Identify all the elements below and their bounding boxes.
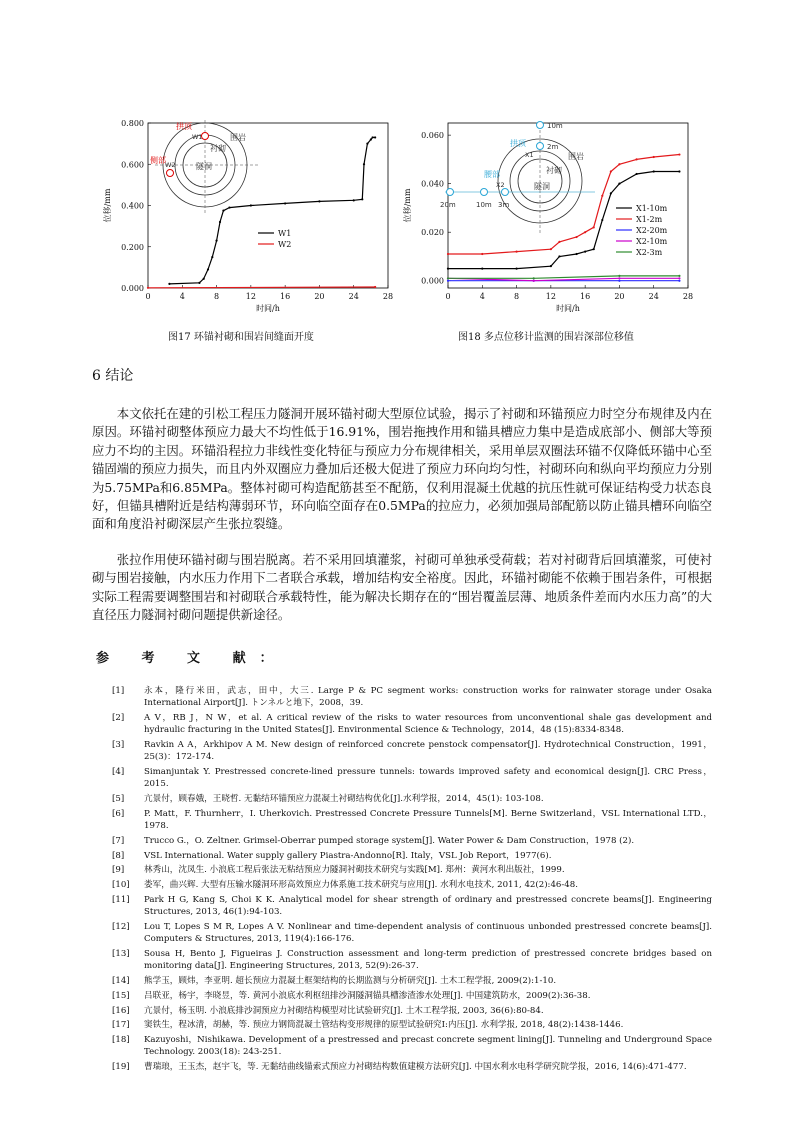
y-tick-label: 0.600 <box>121 160 144 170</box>
y-tick-label: 0.000 <box>421 276 444 286</box>
reference-text: 娄军，曲兴辉. 大型有压输水隧洞环形高效预应力体系施工技术研究与应用[J]. 水利水电技术, 2011, 42(2):46-48. <box>144 880 578 891</box>
x2-10m-marker <box>481 189 488 196</box>
data-point-w1 <box>374 136 376 138</box>
label-3m: 3m <box>498 201 510 209</box>
data-point-x1-10m <box>481 267 483 269</box>
data-point-x2-20m <box>678 280 680 282</box>
x-tick-label: 28 <box>682 292 694 301</box>
x2-3m-marker <box>502 189 509 196</box>
figure-18-caption: 图18 多点位移计监测的围岩深部位移值 <box>458 332 634 343</box>
data-point-w1 <box>361 198 363 200</box>
data-point-w1 <box>203 278 205 280</box>
reference-text: VSL International. Water supply gallery Piastra-Andonno[R]. Italy，VSL Job Report，1977(6). <box>144 850 552 861</box>
x1-2m-marker <box>537 143 544 150</box>
label-x2: X2 <box>496 181 505 189</box>
data-point-x1-2m <box>653 156 655 158</box>
data-point-w2 <box>374 286 376 288</box>
reference-text: 亢景付，杨玉明. 小浪底排沙洞预应力衬砌结构模型对比试验研究[J]. 土木工程学报, 2003, 36(6):80-84. <box>144 1005 544 1016</box>
label-x1: X1 <box>525 151 534 159</box>
x-tick-label: 8 <box>514 292 520 301</box>
x-tick-label: 28 <box>382 292 394 301</box>
reference-item <box>112 864 712 876</box>
label-w2: W2 <box>165 161 176 169</box>
x2-20m-marker <box>447 189 454 196</box>
label-lining: 衬砌 <box>210 144 226 153</box>
label-crown: 拱顶 <box>510 139 526 148</box>
gauge-w2-marker <box>167 170 174 177</box>
data-point-w1 <box>215 239 217 241</box>
data-point-x1-2m <box>610 170 612 172</box>
tunnel-schematic-17 <box>150 120 260 213</box>
data-point-x1-2m <box>558 241 560 243</box>
label-tunnel: 隧洞 <box>196 162 212 171</box>
series-line-w2 <box>148 287 375 288</box>
data-point-x1-10m <box>575 253 577 255</box>
data-point-x1-2m <box>447 253 449 255</box>
data-point-x2-10m <box>533 280 535 282</box>
reference-item <box>112 1061 712 1073</box>
y-tick-label: 0.800 <box>121 119 144 128</box>
x1-10m-marker <box>537 122 544 129</box>
reference-number: [1] <box>112 686 125 696</box>
reference-item <box>112 1034 712 1058</box>
reference-number: [12] <box>112 921 130 932</box>
reference-text: 曹瑞琅，王玉杰，赵宇飞，等. 无黏结曲线锚索式预应力衬砌结构数值建模方法研究[J]. 中国水利水电科学研究院学报，2016, 14(6):471-477. <box>144 1062 687 1073</box>
data-point-x1-10m <box>653 170 655 172</box>
reference-text: P. Matt，F. Thurnherr，I. Uherkovich. Prestressed Concrete Pressure Tunnels[M]. Berne Switzerland，VSL International LTD.，1978. <box>144 808 712 831</box>
legend-label: X2-20m <box>636 226 668 235</box>
reference-text: 亢景付，顾春娥，王晓哲. 无黏结环锚预应力混凝土衬砌结构优化[J].水利学报，2014，45(1): 103-108. <box>144 794 544 804</box>
data-point-x1-10m <box>610 192 612 194</box>
series-line-w1 <box>169 137 375 284</box>
reference-text: Simanjuntak Y. Prestressed concrete-lined pressure tunnels: towards improved safety and economical design[J]. CRC Press，2015. <box>144 767 712 790</box>
x-tick-label: 0 <box>445 292 451 301</box>
data-point-x1-2m <box>515 251 517 253</box>
data-point-x1-10m <box>678 170 680 172</box>
legend-label: X2-3m <box>636 248 663 257</box>
data-point-x1-2m <box>550 248 552 250</box>
data-point-x1-10m <box>601 219 603 221</box>
reference-item <box>112 685 712 709</box>
reference-text: 吕联亚，杨宇，李晓昱，等. 黄河小浪底水利枢纽排沙洞隧洞锚具槽渗渣渗水处理[J]. 中国建筑防水，2009(2):36-38. <box>144 990 591 1001</box>
data-point-x1-2m <box>618 163 620 165</box>
label-side: 侧部 <box>150 156 166 165</box>
reference-item <box>112 808 712 832</box>
reference-text: 林秀山，沈凤生. 小浪底工程后张法无粘结预应力隧洞衬砌技术研究与实践[M]. 郑州：黄河水利出版社，1999. <box>144 865 565 876</box>
data-point-x1-2m <box>601 195 603 197</box>
chart-18 <box>400 115 700 330</box>
reference-text: 永本，隆行米田，武志，田中，大三. Large P & PC segment works: construction works for rainwater storage under Osaka International Airport[J]. トンネルと地下，2008，39. <box>144 686 712 709</box>
x-tick-label: 4 <box>479 292 485 301</box>
reference-item <box>112 1019 712 1031</box>
reference-number: [11] <box>112 894 130 905</box>
x-axis-label: 时间/h <box>256 304 280 313</box>
legend-label: X1-10m <box>636 204 668 213</box>
label-w1: W1 <box>192 133 203 141</box>
reference-item <box>112 921 712 945</box>
reference-number: [15] <box>112 990 130 1001</box>
label-rock: 围岩 <box>230 133 246 142</box>
data-point-x2-10m <box>618 277 620 279</box>
data-point-w1 <box>318 200 320 202</box>
x-tick-label: 24 <box>648 292 659 301</box>
x-tick-label: 16 <box>280 292 291 301</box>
reference-text: A V，RB J，N W，et al. A critical review of the risks to water resources from unconventional shale gas development and hydraulic fracturing in the United States[J]. Environmental Science & Technology，2014，48 (15):8334-8348. <box>144 713 712 736</box>
y-axis-label: 位移/mm <box>103 188 112 223</box>
reference-text: 熊学玉，顾炜，李亚明. 超长预应力混凝土框架结构的长期监测与分析研究[J]. 土木工程学报, 2009(2):1-10. <box>144 975 557 986</box>
y-tick-label: 0.020 <box>421 228 444 238</box>
figure-17-caption: 图17 环锚衬砌和围岩间缝面开度 <box>168 332 314 343</box>
data-point-w1 <box>370 138 372 140</box>
data-point-x1-2m <box>481 253 483 255</box>
data-point-x1-2m <box>584 231 586 233</box>
reference-item <box>112 975 712 987</box>
label-20m: 20m <box>440 201 456 209</box>
x-tick-label: 12 <box>545 292 556 301</box>
data-point-w1 <box>250 204 252 206</box>
reference-item <box>112 850 712 862</box>
x-tick-label: 12 <box>245 292 256 301</box>
reference-item <box>112 712 712 736</box>
x-axis-label: 时间/h <box>556 304 580 313</box>
x-tick-label: 0 <box>145 292 151 301</box>
label-rock: 围岩 <box>568 152 584 161</box>
data-point-w1 <box>207 268 209 270</box>
label-10m-top: 10m <box>547 122 563 130</box>
label-tunnel: 隧洞 <box>534 182 550 191</box>
y-tick-label: 0.000 <box>121 284 144 293</box>
label-crown: 拱顶 <box>176 122 192 131</box>
data-point-x1-10m <box>593 248 595 250</box>
data-point-x1-2m <box>678 153 680 155</box>
y-tick-label: 0.200 <box>121 242 144 252</box>
reference-number: [6] <box>112 808 125 819</box>
data-point-x1-2m <box>635 158 637 160</box>
reference-number: [4] <box>112 767 125 777</box>
data-point-w2 <box>147 287 149 289</box>
data-point-w1 <box>168 283 170 285</box>
reference-number: [13] <box>112 948 130 959</box>
references-heading: 参 考 文 献： <box>96 651 287 666</box>
legend-label: X2-10m <box>636 237 668 246</box>
y-tick-label: 0.400 <box>121 201 144 211</box>
data-point-w1 <box>211 256 213 258</box>
data-point-w1 <box>353 199 355 201</box>
reference-item <box>112 835 712 847</box>
x-tick-label: 20 <box>314 292 325 301</box>
reference-number: [17] <box>112 1020 130 1031</box>
data-point-x2-3m <box>678 275 680 277</box>
label-lining: 衬砌 <box>546 166 562 175</box>
data-point-w1 <box>363 163 365 165</box>
data-point-w1 <box>284 202 286 204</box>
data-point-x1-2m <box>575 236 577 238</box>
reference-text: Park H G, Kang S, Choi K K. Analytical model for shear strength of ordinary and prestressed concrete beams[J]. Engineering Structures, 2013, 46(1):94-103. <box>144 894 712 918</box>
data-point-x1-10m <box>618 183 620 185</box>
data-point-x1-10m <box>635 173 637 175</box>
data-point-x1-10m <box>447 267 449 269</box>
figure-18 <box>400 115 700 343</box>
x-tick-label: 20 <box>614 292 625 301</box>
data-point-x1-2m <box>593 226 595 228</box>
reference-item <box>112 990 712 1002</box>
data-point-w1 <box>228 206 230 208</box>
reference-text: Trucco G.，O. Zeltner. Grimsel-Oberrar pumped storage system[J]. Water Power & Dam Construction，1978 (2). <box>144 835 635 846</box>
legend-label: X1-2m <box>636 215 663 224</box>
plot-frame <box>148 123 388 288</box>
reference-item <box>112 793 712 805</box>
section-heading: 6 结论 <box>92 368 134 384</box>
reference-number: [8] <box>112 850 125 861</box>
chart-17 <box>100 115 400 330</box>
label-2m: 2m <box>547 143 559 151</box>
data-point-x2-3m <box>447 277 449 279</box>
data-point-x2-20m <box>618 280 620 282</box>
reference-text: Kazuyoshi，Nishikawa. Development of a prestressed and precast concrete segment lining[J]. Tunneling and Underground Space Technology. 2003(18): 243-251. <box>144 1035 712 1058</box>
y-tick-label: 0.060 <box>421 131 444 141</box>
tunnel-schematic-18 <box>440 122 595 236</box>
reference-number: [18] <box>112 1035 130 1046</box>
data-point-x2-10m <box>678 277 680 279</box>
reference-item <box>112 879 712 891</box>
data-point-x1-10m <box>550 265 552 267</box>
reference-item <box>112 1005 712 1017</box>
x-tick-label: 4 <box>179 292 185 301</box>
reference-number: [7] <box>112 835 125 846</box>
data-point-w1 <box>371 136 373 138</box>
x-tick-label: 16 <box>580 292 591 301</box>
data-point-x1-10m <box>584 251 586 253</box>
reference-text: Lou T, Lopes S M R, Lopes A V. Nonlinear and time-dependent analysis of continuous unbonded prestressed concrete beams[J]. Computers & Structures, 2013, 119(4):166-176. <box>144 921 712 945</box>
reference-number: [10] <box>112 880 130 891</box>
x-tick-label: 8 <box>214 292 220 301</box>
reference-item <box>112 948 712 972</box>
data-point-w1 <box>198 282 200 284</box>
reference-item <box>112 766 712 790</box>
data-point-x2-3m <box>618 275 620 277</box>
reference-number: [3] <box>112 740 125 750</box>
reference-number: [9] <box>112 865 125 876</box>
data-point-x1-10m <box>515 267 517 269</box>
data-point-x2-20m <box>447 280 449 282</box>
label-waist: 腰部 <box>484 170 500 179</box>
reference-text: 窦铁生，程冰清，胡赫，等. 预应力钢筒混凝土管结构变形规律的原型试验研究Ⅰ:内压[J]. 水利学报, 2018, 48(2):1438-1446. <box>144 1020 624 1031</box>
data-point-x2-3m <box>533 277 535 279</box>
figure-17 <box>100 115 400 343</box>
data-point-w1 <box>219 221 221 223</box>
reference-item <box>112 739 712 763</box>
y-tick-label: 0.040 <box>421 179 444 189</box>
label-10m: 10m <box>476 201 492 209</box>
reference-item <box>112 894 712 918</box>
reference-number: [5] <box>112 794 125 804</box>
conclusion-paragraph-2: 张拉作用使环锚衬砌与围岩脱离。若不采用回填灌浆，衬砌可单独承受荷载；若对衬砌背后回填灌浆，可使衬砌与围岩接触，内水压力作用下二者联合承载，增加结构安全裕度。因此，环锚衬砌能不依赖于围岩条件，可根据实际工程需要调整围岩和衬砌联合承载特性，能为解决长期存在的“围岩覆盖层薄、地质条件差而内水压力高”的大直径压力隧洞衬砌问题提供新途径。 <box>92 552 712 623</box>
data-point-w1 <box>222 210 224 212</box>
reference-number: [16] <box>112 1005 130 1016</box>
legend-label: W2 <box>278 240 292 249</box>
reference-number: [2] <box>112 713 125 723</box>
reference-text: Sousa H, Bento J, Figueiras J. Construction assessment and long-term prediction of prestressed concrete bridges based on monitoring data[J]. Engineering Structures, 2013, 52(9):26-37. <box>144 948 712 972</box>
x-tick-label: 24 <box>348 292 359 301</box>
reference-list <box>112 685 712 1076</box>
reference-number: [14] <box>112 975 130 986</box>
legend-label: W1 <box>278 229 292 238</box>
reference-number: [19] <box>112 1062 130 1073</box>
y-axis-label: 位移/mm <box>403 188 412 223</box>
data-point-w1 <box>366 143 368 145</box>
conclusion-paragraph-1: 本文依托在建的引松工程压力隧洞开展环锚衬砌大型原位试验，揭示了衬砌和环锚预应力时空分布规律及内在原因。环锚衬砌整体预应力最大不均性低于16.91%，围岩拖拽作用和锚具槽应力集中是造成底部小、侧部大等预应力不均的主因。环锚沿程拉力非线性变化特征与预应力分布规律相关，采用单层双圈法环锚不仅降低环锚中心至锚固端的预应力损失，而且内外双圈应力叠加后还极大促进了预应力环向均匀性，衬砌环向和纵向平均预应力分别为5.75MPa和6.85MPa。整体衬砌可构造配筋甚至不配筋，仅利用混凝土优越的抗压性就可保证结构受力状态良好，但锚具槽附近是结构薄弱环节，环向临空面存在0.5MPa的拉应力，必须加强局部配筋以防止锚具槽环向临空面和角度沿衬砌深层产生张拉裂缝。 <box>92 406 712 532</box>
reference-text: Ravkin A A，Arkhipov A M. New design of reinforced concrete penstock compensator[J]. Hydrotechnical Construction，1991，25(3)：172-174. <box>144 740 712 763</box>
data-point-x1-10m <box>558 255 560 257</box>
